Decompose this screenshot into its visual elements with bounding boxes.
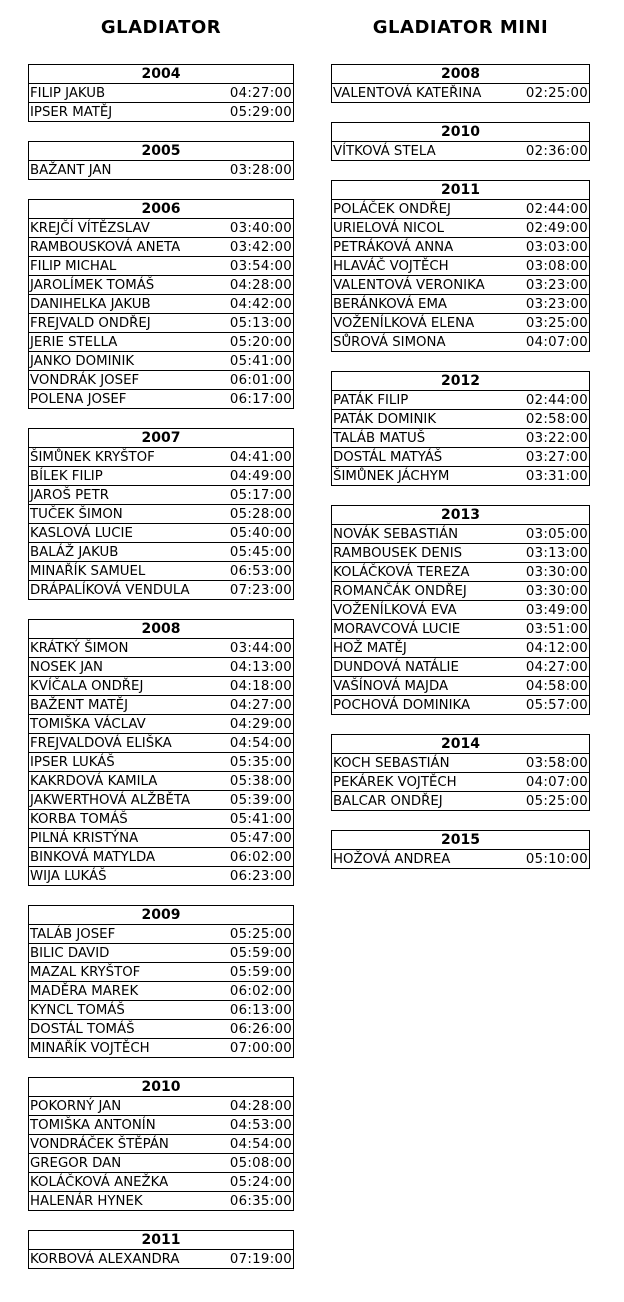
- table-row: [332, 410, 589, 429]
- year-header: 2009: [29, 906, 293, 925]
- year-header: 2010: [332, 123, 589, 142]
- participant-name: RAMBOUSEK DENIS: [333, 546, 463, 561]
- table-row: [29, 944, 293, 963]
- table-row: [29, 467, 293, 486]
- finish-time: 05:57:00: [525, 698, 588, 713]
- participant-name: VOŽENÍLKOVÁ ELENA: [333, 316, 475, 331]
- year-header: 2008: [332, 65, 589, 84]
- participant-name: ŠIMŮNEK KRYŠTOF: [30, 450, 155, 465]
- year-table: [28, 1230, 294, 1269]
- year-table: [28, 141, 294, 180]
- table-row: [332, 257, 589, 276]
- participant-name: KREJČÍ VÍTĚZSLAV: [30, 221, 150, 236]
- finish-time: 02:44:00: [525, 202, 588, 217]
- participant-name: VOŽENÍLKOVÁ EVA: [333, 603, 457, 618]
- finish-time: 02:25:00: [525, 86, 588, 101]
- year-table: [331, 122, 590, 161]
- finish-time: 03:27:00: [525, 450, 588, 465]
- table-row: [332, 448, 589, 467]
- finish-time: 02:58:00: [525, 412, 588, 427]
- year-header: 2006: [29, 200, 293, 219]
- table-row: [332, 658, 589, 677]
- finish-time: 05:35:00: [229, 755, 292, 770]
- table-row: [332, 142, 589, 160]
- participant-name: VALENTOVÁ KATEŘINA: [333, 86, 482, 101]
- finish-time: 05:24:00: [229, 1175, 292, 1190]
- finish-time: 04:12:00: [525, 641, 588, 656]
- finish-time: 03:28:00: [229, 163, 292, 178]
- finish-time: 03:40:00: [229, 221, 292, 236]
- finish-time: 07:19:00: [229, 1252, 292, 1267]
- year-table: [331, 830, 590, 869]
- participant-name: PILNÁ KRISTÝNA: [30, 831, 139, 846]
- table-row: [332, 200, 589, 219]
- year-table: [28, 1077, 294, 1211]
- participant-name: BILIC DAVID: [30, 946, 110, 961]
- year-header: 2005: [29, 142, 293, 161]
- finish-time: 02:36:00: [525, 144, 588, 159]
- participant-name: POCHOVÁ DOMINIKA: [333, 698, 471, 713]
- table-row: [29, 1250, 293, 1268]
- finish-time: 05:29:00: [229, 105, 292, 120]
- table-row: [29, 810, 293, 829]
- finish-time: 04:53:00: [229, 1118, 292, 1133]
- table-row: [29, 276, 293, 295]
- participant-name: TALÁB JOSEF: [30, 927, 116, 942]
- table-row: [29, 238, 293, 257]
- table-row: [29, 982, 293, 1001]
- finish-time: 06:01:00: [229, 373, 292, 388]
- finish-time: 06:02:00: [229, 850, 292, 865]
- finish-time: 05:59:00: [229, 965, 292, 980]
- year-table: [28, 619, 294, 886]
- year-table: [28, 199, 294, 409]
- table-row: [29, 486, 293, 505]
- participant-name: HALENÁR HYNEK: [30, 1194, 143, 1209]
- table-row: [29, 677, 293, 696]
- participant-name: TALÁB MATUŠ: [333, 431, 426, 446]
- finish-time: 04:49:00: [229, 469, 292, 484]
- finish-time: 04:27:00: [229, 86, 292, 101]
- participant-name: DOSTÁL TOMÁŠ: [30, 1022, 135, 1037]
- participant-name: DUNDOVÁ NATÁLIE: [333, 660, 459, 675]
- table-row: [29, 1020, 293, 1039]
- table-row: [29, 1116, 293, 1135]
- participant-name: KAKRDOVÁ KAMILA: [30, 774, 158, 789]
- finish-time: 03:22:00: [525, 431, 588, 446]
- finish-time: 03:23:00: [525, 278, 588, 293]
- participant-name: WIJA LUKÁŠ: [30, 869, 107, 884]
- participant-name: BÍLEK FILIP: [30, 469, 103, 484]
- participant-name: JAKWERTHOVÁ ALŽBĚTA: [30, 793, 191, 808]
- participant-name: DANIHELKA JAKUB: [30, 297, 151, 312]
- finish-time: 05:20:00: [229, 335, 292, 350]
- participant-name: BALÁŽ JAKUB: [30, 545, 119, 560]
- participant-name: RAMBOUSKOVÁ ANETA: [30, 240, 181, 255]
- year-table: [28, 905, 294, 1058]
- column-title: GLADIATOR: [100, 17, 222, 38]
- table-row: [29, 1001, 293, 1020]
- table-row: [29, 1173, 293, 1192]
- participant-name: BALCAR ONDŘEJ: [333, 794, 443, 809]
- participant-name: MINAŘÍK SAMUEL: [30, 564, 146, 579]
- participant-name: POLÁČEK ONDŘEJ: [333, 202, 451, 217]
- table-row: [332, 333, 589, 351]
- table-row: [29, 219, 293, 238]
- participant-name: HOŽ MATĚJ: [333, 641, 407, 656]
- finish-time: 03:30:00: [525, 565, 588, 580]
- finish-time: 05:25:00: [229, 927, 292, 942]
- table-row: [29, 1154, 293, 1173]
- table-row: [332, 219, 589, 238]
- participant-name: VALENTOVÁ VERONIKA: [333, 278, 485, 293]
- year-header: 2011: [29, 1231, 293, 1250]
- finish-time: 04:28:00: [229, 278, 292, 293]
- participant-name: KORBA TOMÁŠ: [30, 812, 128, 827]
- participant-name: FREJVALD ONDŘEJ: [30, 316, 151, 331]
- participant-name: DRÁPALÍKOVÁ VENDULA: [30, 583, 190, 598]
- table-row: [29, 562, 293, 581]
- finish-time: 06:23:00: [229, 869, 292, 884]
- finish-time: 03:05:00: [525, 527, 588, 542]
- finish-time: 03:03:00: [525, 240, 588, 255]
- table-row: [332, 850, 589, 868]
- table-row: [29, 103, 293, 121]
- participant-name: NOVÁK SEBASTIÁN: [333, 527, 459, 542]
- finish-time: 06:17:00: [229, 392, 292, 407]
- participant-name: KYNCL TOMÁŠ: [30, 1003, 125, 1018]
- year-table: [331, 505, 590, 715]
- year-header: 2012: [332, 372, 589, 391]
- participant-name: HOŽOVÁ ANDREA: [333, 852, 451, 867]
- participant-name: KOCH SEBASTIÁN: [333, 756, 450, 771]
- finish-time: 04:27:00: [229, 698, 292, 713]
- table-row: [29, 791, 293, 810]
- table-row: [332, 467, 589, 485]
- participant-name: VONDRÁČEK ŠTĚPÁN: [30, 1137, 169, 1152]
- table-row: [29, 161, 293, 179]
- participant-name: IPSER LUKÁŠ: [30, 755, 115, 770]
- finish-time: 05:17:00: [229, 488, 292, 503]
- finish-time: 04:28:00: [229, 1099, 292, 1114]
- participant-name: FREJVALDOVÁ ELIŠKA: [30, 736, 172, 751]
- participant-name: VAŠÍNOVÁ MAJDA: [333, 679, 449, 694]
- year-header: 2007: [29, 429, 293, 448]
- table-row: [332, 314, 589, 333]
- finish-time: 04:18:00: [229, 679, 292, 694]
- table-row: [29, 543, 293, 562]
- table-row: [29, 581, 293, 599]
- finish-time: 07:00:00: [229, 1041, 292, 1056]
- finish-time: 04:07:00: [525, 335, 588, 350]
- participant-name: BAŽENT MATĚJ: [30, 698, 129, 713]
- table-row: [29, 734, 293, 753]
- finish-time: 04:54:00: [229, 1137, 292, 1152]
- table-row: [29, 314, 293, 333]
- table-row: [332, 429, 589, 448]
- table-row: [332, 276, 589, 295]
- participant-name: MADĚRA MAREK: [30, 984, 139, 999]
- finish-time: 05:47:00: [229, 831, 292, 846]
- finish-time: 04:41:00: [229, 450, 292, 465]
- participant-name: FILIP MICHAL: [30, 259, 117, 274]
- finish-time: 05:41:00: [229, 812, 292, 827]
- table-row: [29, 963, 293, 982]
- participant-name: POKORNÝ JAN: [30, 1099, 122, 1114]
- participant-name: PATÁK FILIP: [333, 393, 409, 408]
- year-table: [28, 428, 294, 600]
- year-table: [331, 734, 590, 811]
- participant-name: JAROLÍMEK TOMÁŠ: [30, 278, 155, 293]
- finish-time: 04:58:00: [525, 679, 588, 694]
- table-row: [29, 84, 293, 103]
- participant-name: JANKO DOMINIK: [30, 354, 135, 369]
- finish-time: 04:42:00: [229, 297, 292, 312]
- year-header: 2015: [332, 831, 589, 850]
- participant-name: POLENA JOSEF: [30, 392, 127, 407]
- participant-name: ŠIMŮNEK JÁCHYM: [333, 469, 450, 484]
- gladiator-mini-column: [331, 0, 590, 888]
- finish-time: 04:54:00: [229, 736, 292, 751]
- table-row: [29, 1039, 293, 1057]
- year-header: 2014: [332, 735, 589, 754]
- table-row: [29, 524, 293, 543]
- finish-time: 04:27:00: [525, 660, 588, 675]
- finish-time: 02:49:00: [525, 221, 588, 236]
- table-row: [332, 525, 589, 544]
- table-row: [29, 867, 293, 885]
- participant-name: HLAVÁČ VOJTĚCH: [333, 259, 449, 274]
- table-row: [29, 829, 293, 848]
- table-row: [332, 582, 589, 601]
- participant-name: GREGOR DAN: [30, 1156, 122, 1171]
- participant-name: MAZAL KRYŠTOF: [30, 965, 141, 980]
- participant-name: TUČEK ŠIMON: [30, 507, 123, 522]
- participant-name: URIELOVÁ NICOL: [333, 221, 445, 236]
- participant-name: KASLOVÁ LUCIE: [30, 526, 133, 541]
- table-row: [332, 295, 589, 314]
- finish-time: 05:08:00: [229, 1156, 292, 1171]
- participant-name: FILIP JAKUB: [30, 86, 106, 101]
- column-title: GLADIATOR MINI: [372, 17, 549, 38]
- finish-time: 05:45:00: [229, 545, 292, 560]
- gladiator-column: [28, 0, 294, 1288]
- table-row: [29, 658, 293, 677]
- finish-time: 03:58:00: [525, 756, 588, 771]
- participant-name: MORAVCOVÁ LUCIE: [333, 622, 461, 637]
- table-row: [29, 1097, 293, 1116]
- finish-time: 03:08:00: [525, 259, 588, 274]
- finish-time: 03:13:00: [525, 546, 588, 561]
- participant-name: VONDRÁK JOSEF: [30, 373, 140, 388]
- year-table: [331, 64, 590, 103]
- table-row: [332, 601, 589, 620]
- table-row: [332, 238, 589, 257]
- finish-time: 06:26:00: [229, 1022, 292, 1037]
- finish-time: 03:23:00: [525, 297, 588, 312]
- participant-name: TOMIŠKA ANTONÍN: [30, 1118, 156, 1133]
- table-row: [29, 333, 293, 352]
- table-row: [29, 925, 293, 944]
- year-table: [331, 180, 590, 352]
- participant-name: PATÁK DOMINIK: [333, 412, 437, 427]
- finish-time: 06:13:00: [229, 1003, 292, 1018]
- finish-time: 04:29:00: [229, 717, 292, 732]
- finish-time: 05:28:00: [229, 507, 292, 522]
- participant-name: JERIE STELLA: [30, 335, 118, 350]
- participant-name: VÍTKOVÁ STELA: [333, 144, 436, 159]
- finish-time: 03:25:00: [525, 316, 588, 331]
- participant-name: IPSER MATĚJ: [30, 105, 113, 120]
- finish-time: 05:59:00: [229, 946, 292, 961]
- finish-time: 02:44:00: [525, 393, 588, 408]
- participant-name: ROMANČÁK ONDŘEJ: [333, 584, 467, 599]
- finish-time: 05:39:00: [229, 793, 292, 808]
- finish-time: 03:49:00: [525, 603, 588, 618]
- table-row: [332, 754, 589, 773]
- participant-name: KRÁTKÝ ŠIMON: [30, 641, 129, 656]
- finish-time: 03:44:00: [229, 641, 292, 656]
- table-row: [29, 390, 293, 408]
- table-row: [332, 563, 589, 582]
- year-blocks: [28, 64, 294, 1269]
- year-header: 2010: [29, 1078, 293, 1097]
- table-row: [332, 620, 589, 639]
- year-blocks: [331, 64, 590, 869]
- table-row: [332, 639, 589, 658]
- table-row: [29, 1192, 293, 1210]
- finish-time: 05:13:00: [229, 316, 292, 331]
- table-row: [29, 715, 293, 734]
- table-row: [29, 772, 293, 791]
- participant-name: KORBOVÁ ALEXANDRA: [30, 1252, 180, 1267]
- table-row: [29, 753, 293, 772]
- participant-name: SŮROVÁ SIMONA: [333, 335, 446, 350]
- participant-name: DOSTÁL MATYÁŠ: [333, 450, 443, 465]
- table-row: [332, 696, 589, 714]
- table-row: [29, 848, 293, 867]
- year-table: [28, 64, 294, 122]
- table-row: [29, 505, 293, 524]
- table-row: [332, 84, 589, 102]
- finish-time: 05:10:00: [525, 852, 588, 867]
- participant-name: BERÁNKOVÁ EMA: [333, 297, 448, 312]
- participant-name: PEKÁREK VOJTĚCH: [333, 775, 457, 790]
- participant-name: KVÍČALA ONDŘEJ: [30, 679, 144, 694]
- year-header: 2011: [332, 181, 589, 200]
- participant-name: NOSEK JAN: [30, 660, 103, 675]
- finish-time: 05:41:00: [229, 354, 292, 369]
- table-row: [332, 391, 589, 410]
- finish-time: 03:42:00: [229, 240, 292, 255]
- finish-time: 03:31:00: [525, 469, 588, 484]
- table-row: [29, 295, 293, 314]
- finish-time: 04:07:00: [525, 775, 588, 790]
- participant-name: KOLÁČKOVÁ TEREZA: [333, 565, 470, 580]
- participant-name: BINKOVÁ MATYLDA: [30, 850, 156, 865]
- finish-time: 03:51:00: [525, 622, 588, 637]
- finish-time: 06:02:00: [229, 984, 292, 999]
- year-header: 2008: [29, 620, 293, 639]
- finish-time: 07:23:00: [229, 583, 292, 598]
- finish-time: 04:13:00: [229, 660, 292, 675]
- finish-time: 03:30:00: [525, 584, 588, 599]
- table-row: [29, 1135, 293, 1154]
- table-row: [29, 257, 293, 276]
- table-row: [332, 677, 589, 696]
- finish-time: 05:38:00: [229, 774, 292, 789]
- finish-time: 06:53:00: [229, 564, 292, 579]
- participant-name: PETRÁKOVÁ ANNA: [333, 240, 454, 255]
- table-row: [332, 773, 589, 792]
- table-row: [29, 448, 293, 467]
- finish-time: 03:54:00: [229, 259, 292, 274]
- table-row: [29, 352, 293, 371]
- table-row: [29, 639, 293, 658]
- year-header: 2013: [332, 506, 589, 525]
- year-table: [331, 371, 590, 486]
- participant-name: KOLÁČKOVÁ ANEŽKA: [30, 1175, 169, 1190]
- year-header: 2004: [29, 65, 293, 84]
- participant-name: TOMIŠKA VÁCLAV: [30, 717, 146, 732]
- table-row: [332, 544, 589, 563]
- table-row: [29, 696, 293, 715]
- table-row: [29, 371, 293, 390]
- finish-time: 05:40:00: [229, 526, 292, 541]
- participant-name: BAŽANT JAN: [30, 163, 112, 178]
- table-row: [332, 792, 589, 810]
- participant-name: MINAŘÍK VOJTĚCH: [30, 1041, 150, 1056]
- participant-name: JAROŠ PETR: [30, 488, 109, 503]
- finish-time: 05:25:00: [525, 794, 588, 809]
- finish-time: 06:35:00: [229, 1194, 292, 1209]
